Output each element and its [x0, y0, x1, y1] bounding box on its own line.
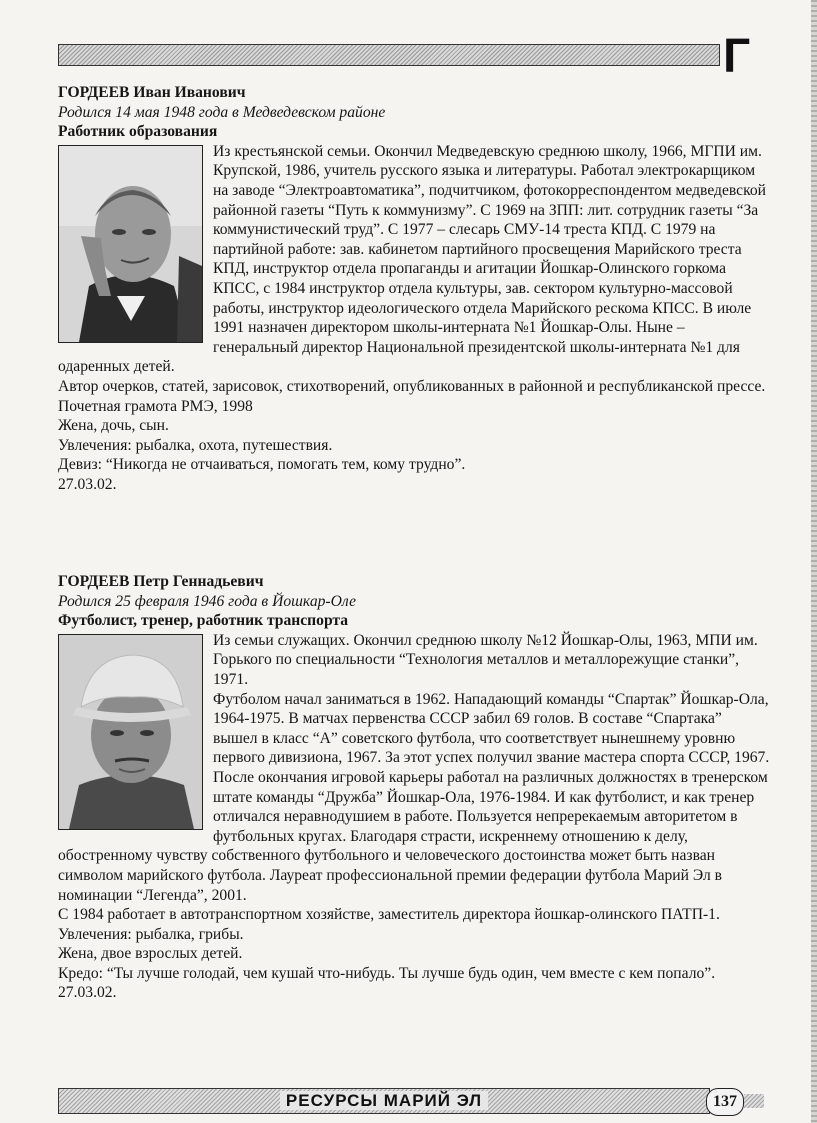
header-pattern-band: [58, 44, 720, 66]
person-role: Работник образования: [58, 123, 218, 141]
bio-paragraph: С 1984 работает в автотранспортном хозяйстве, заместитель директора йошкар-олинского ПАТП-1.: [58, 906, 720, 924]
portrait-image: [59, 146, 202, 342]
portrait-image: [59, 635, 202, 829]
bio-date: 27.03.02.: [58, 984, 117, 1002]
biography-entry: [58, 83, 770, 494]
bio-paragraph: Футболом начал заниматься в 1962. Нападающий команды “Спартак” Йошкар-Ола, 1964-1975. В матчах первенства СССР забил 69 голов. В составе “Спартака” вышел в класс “А” советского футбола, что соответствует нынешнему уровню первого дивизиона, 1967. За этот успех получил звание мастера спорта СССР, 1967. После окончания игровой карьеры работал на различных должностях в тренерском штате команды “Дружба” Йошкар-Ола, 1976-1984. И как футболист, и как тренер отличался неравнодушием в работе. Пользуется непререкаемым авторитетом в футбольных кругах. Благодаря страсти, искреннему отношению к делу, обостренному чувству собственного футбольного и человеческого достоинства может быть назван символом марийского футбола. Лауреат профессиональной премии федерации футбола Марий Эл в номинации “Легенда”, 2001.: [58, 690, 770, 904]
birth-info: Родился 25 февраля 1946 года в Йошкар-Оле: [58, 592, 356, 610]
bio-paragraph: Увлечения: рыбалка, охота, путешествия.: [58, 436, 333, 454]
bio-paragraph: Жена, дочь, сын.: [58, 417, 169, 435]
portrait-photo: [58, 634, 203, 830]
bio-paragraph: Девиз: “Никогда не отчаиваться, помогать тем, кому трудно”.: [58, 456, 466, 474]
bio-paragraph: Почетная грамота РМЭ, 1998: [58, 397, 253, 415]
bio-paragraph: Автор очерков, статей, зарисовок, стихотворений, опубликованных в районной и республиканской прессе.: [58, 377, 766, 395]
portrait-photo: [58, 145, 203, 343]
person-name: ГОРДЕЕВ Петр Геннадьевич: [58, 573, 264, 590]
bio-paragraph: Увлечения: рыбалка, грибы.: [58, 925, 244, 943]
page-edge-scan: [811, 0, 817, 1123]
footer-pattern-band: [58, 1088, 710, 1114]
birth-info: Родился 14 мая 1948 года в Медведевском районе: [58, 103, 386, 121]
bio-date: 27.03.02.: [58, 475, 117, 493]
footer-pattern-tail: [744, 1094, 764, 1108]
bio-paragraph: Из крестьянской семьи. Окончил Медведевскую среднюю школу, 1966, МГПИ им. Крупской, 1986, учитель русского языка и литературы. Работал электрокарщиком на заводе “Электроавтоматика”, подчитчиком, фотокорреспондентом медведевской районной газеты “Путь к коммунизму”. С 1969 на ЗПП: лит. сотрудник газеты “За коммунистический труд”. С 1977 – слесарь СМУ-14 треста КПД. С 1979 на партийной работе: зав. кабинетом партийного просвещения Марийского треста КПД, инструктор отдела пропаганды и агитации Йошкар-Олинского горкома КПСС, с 1984 инструктор отдела культуры, зав. сектором культурно-массовой работы, инструктор идеологического отдела Марийского рескома КПСС. В июле 1991 назначен директором школы-интерната №1 Йошкар-Олы. Ныне – генеральный директор Национальной президентской школы-интерната №1 для одаренных детей.: [58, 142, 767, 376]
bio-paragraph: Кредо: “Ты лучше голодай, чем кушай что-нибудь. Ты лучше будь один, чем вместе с кем попало”.: [58, 964, 716, 982]
biography-entry: [58, 572, 770, 1003]
footer-title: РЕСУРСЫ МАРИЙ ЭЛ: [280, 1091, 488, 1110]
page-number: 137: [706, 1088, 744, 1116]
section-letter: Г: [723, 30, 751, 83]
bio-paragraph: Жена, двое взрослых детей.: [58, 945, 243, 963]
person-role: Футболист, тренер, работник транспорта: [58, 612, 349, 630]
person-name: ГОРДЕЕВ Иван Иванович: [58, 84, 246, 101]
bio-paragraph: Из семьи служащих. Окончил среднюю школу №12 Йошкар-Олы, 1963, МПИ им. Горького по специальности “Технология металлов и металлорежущие станки”, 1971.: [213, 631, 758, 688]
